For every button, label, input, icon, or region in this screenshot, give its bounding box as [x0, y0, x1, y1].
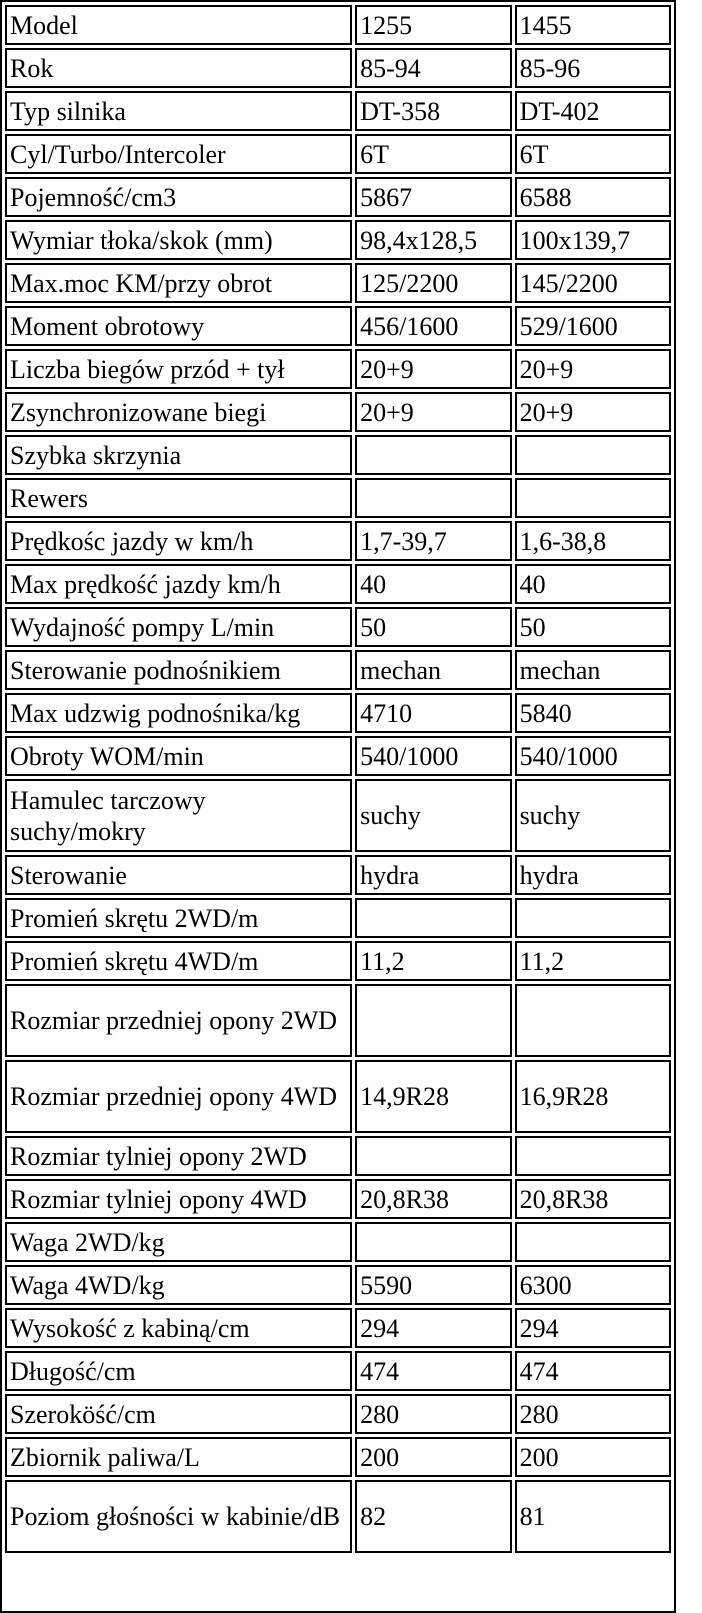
spec-label-cell: Waga 2WD/kg [5, 1222, 352, 1262]
model-2-value-cell: 50 [515, 607, 671, 647]
spec-label-cell: Długość/cm [5, 1351, 352, 1391]
spec-label-cell: Liczba biegów przód + tył [5, 349, 352, 389]
table-row [5, 650, 671, 690]
model-2-value-cell: 6300 [515, 1265, 671, 1305]
model-2-value-cell: 16,9R28 [515, 1060, 671, 1133]
spec-label-cell: Rok [5, 48, 352, 88]
table-row [5, 1265, 671, 1305]
spec-label-cell: Sterowanie podnośnikiem [5, 650, 352, 690]
model-1-value-cell [355, 898, 511, 938]
spec-label-cell: Moment obrotowy [5, 306, 352, 346]
table-row [5, 855, 671, 895]
table-row [5, 521, 671, 561]
table-row [5, 1060, 671, 1133]
table-row [5, 435, 671, 475]
spec-label-cell: Promień skrętu 2WD/m [5, 898, 352, 938]
spec-label-cell: Szeroköść/cm [5, 1394, 352, 1434]
model-1-value-cell: 98,4x128,5 [355, 220, 511, 260]
model-1-value-cell [355, 478, 511, 518]
model-2-value-cell: 200 [515, 1437, 671, 1477]
model-1-value-cell: 280 [355, 1394, 511, 1434]
model-2-value-cell: 1,6-38,8 [515, 521, 671, 561]
table-row [5, 898, 671, 938]
spec-table-body [5, 5, 671, 1553]
model-2-value-cell: 5840 [515, 693, 671, 733]
model-1-value-cell: 200 [355, 1437, 511, 1477]
table-row [5, 984, 671, 1057]
spec-label-cell: Rozmiar tylniej opony 4WD [5, 1179, 352, 1219]
model-1-value-cell: 40 [355, 564, 511, 604]
model-1-value-cell [355, 1136, 511, 1176]
table-row [5, 263, 671, 303]
model-1-value-cell: 540/1000 [355, 736, 511, 776]
model-2-value-cell: 6T [515, 134, 671, 174]
spec-label-cell: Typ silnika [5, 91, 352, 131]
model-2-value-cell: 1455 [515, 5, 671, 45]
model-2-value-cell: 280 [515, 1394, 671, 1434]
spec-label-cell: Cyl/Turbo/Intercoler [5, 134, 352, 174]
spec-label-cell: Max prędkość jazdy km/h [5, 564, 352, 604]
model-2-value-cell: 294 [515, 1308, 671, 1348]
model-2-value-cell: 81 [515, 1480, 671, 1553]
model-2-value-cell: 40 [515, 564, 671, 604]
spec-label-cell: Sterowanie [5, 855, 352, 895]
table-row [5, 177, 671, 217]
table-row [5, 1136, 671, 1176]
spec-label-cell: Zbiornik paliwa/L [5, 1437, 352, 1477]
spec-label-cell: Promień skrętu 4WD/m [5, 941, 352, 981]
spec-label-cell: Zsynchronizowane biegi [5, 392, 352, 432]
spec-label-cell: Wysokość z kabiną/cm [5, 1308, 352, 1348]
model-2-value-cell [515, 435, 671, 475]
table-row [5, 1394, 671, 1434]
model-1-value-cell: 82 [355, 1480, 511, 1553]
model-2-value-cell [515, 1136, 671, 1176]
table-row [5, 1437, 671, 1477]
model-2-value-cell [515, 478, 671, 518]
model-2-value-cell: 540/1000 [515, 736, 671, 776]
model-1-value-cell: 6T [355, 134, 511, 174]
spec-label-cell: Obroty WOM/min [5, 736, 352, 776]
model-1-value-cell: 5590 [355, 1265, 511, 1305]
model-2-value-cell: hydra [515, 855, 671, 895]
spec-label-cell: Model [5, 5, 352, 45]
table-row [5, 1222, 671, 1262]
model-1-value-cell: 294 [355, 1308, 511, 1348]
table-row [5, 134, 671, 174]
model-1-value-cell: 125/2200 [355, 263, 511, 303]
model-1-value-cell: 474 [355, 1351, 511, 1391]
table-row [5, 1308, 671, 1348]
model-1-value-cell [355, 1222, 511, 1262]
model-2-value-cell [515, 1222, 671, 1262]
model-1-value-cell [355, 435, 511, 475]
spec-label-cell: Max udzwig podnośnika/kg [5, 693, 352, 733]
model-1-value-cell: 50 [355, 607, 511, 647]
table-row [5, 220, 671, 260]
model-2-value-cell: 474 [515, 1351, 671, 1391]
model-2-value-cell: mechan [515, 650, 671, 690]
model-1-value-cell: 456/1600 [355, 306, 511, 346]
model-2-value-cell [515, 984, 671, 1057]
model-2-value-cell: 11,2 [515, 941, 671, 981]
model-1-value-cell [355, 984, 511, 1057]
model-2-value-cell: 20+9 [515, 392, 671, 432]
model-2-value-cell: suchy [515, 779, 671, 852]
spec-label-cell: Wymiar tłoka/skok (mm) [5, 220, 352, 260]
spec-label-cell: Hamulec tarczowy suchy/mokry [5, 779, 352, 852]
table-row [5, 5, 671, 45]
model-2-value-cell: 20+9 [515, 349, 671, 389]
table-row [5, 349, 671, 389]
model-2-value-cell: 529/1600 [515, 306, 671, 346]
spec-label-cell: Rozmiar przedniej opony 2WD [5, 984, 352, 1057]
table-row [5, 392, 671, 432]
model-2-value-cell: 145/2200 [515, 263, 671, 303]
table-row [5, 779, 671, 852]
model-1-value-cell: hydra [355, 855, 511, 895]
model-1-value-cell: mechan [355, 650, 511, 690]
table-row [5, 564, 671, 604]
model-1-value-cell: 1255 [355, 5, 511, 45]
spec-label-cell: Rozmiar przedniej opony 4WD [5, 1060, 352, 1133]
model-1-value-cell: DT-358 [355, 91, 511, 131]
table-row [5, 941, 671, 981]
spec-label-cell: Pojemność/cm3 [5, 177, 352, 217]
model-1-value-cell: 20+9 [355, 392, 511, 432]
model-1-value-cell: 5867 [355, 177, 511, 217]
table-row [5, 48, 671, 88]
spec-label-cell: Szybka skrzynia [5, 435, 352, 475]
table-row [5, 478, 671, 518]
spec-label-cell: Wydajność pompy L/min [5, 607, 352, 647]
model-2-value-cell: 20,8R38 [515, 1179, 671, 1219]
table-row [5, 693, 671, 733]
model-1-value-cell: 1,7-39,7 [355, 521, 511, 561]
model-1-value-cell: 85-94 [355, 48, 511, 88]
model-1-value-cell: 14,9R28 [355, 1060, 511, 1133]
model-1-value-cell: suchy [355, 779, 511, 852]
table-row [5, 607, 671, 647]
model-2-value-cell [515, 898, 671, 938]
spec-label-cell: Prędkośc jazdy w km/h [5, 521, 352, 561]
table-row [5, 1179, 671, 1219]
model-2-value-cell: 85-96 [515, 48, 671, 88]
spec-label-cell: Rewers [5, 478, 352, 518]
model-1-value-cell: 11,2 [355, 941, 511, 981]
model-1-value-cell: 4710 [355, 693, 511, 733]
spec-label-cell: Waga 4WD/kg [5, 1265, 352, 1305]
model-2-value-cell: DT-402 [515, 91, 671, 131]
table-row [5, 1480, 671, 1553]
spec-label-cell: Poziom głośności w kabinie/dB [5, 1480, 352, 1553]
table-row [5, 306, 671, 346]
model-1-value-cell: 20,8R38 [355, 1179, 511, 1219]
model-2-value-cell: 100x139,7 [515, 220, 671, 260]
table-row [5, 91, 671, 131]
table-row [5, 736, 671, 776]
spec-label-cell: Rozmiar tylniej opony 2WD [5, 1136, 352, 1176]
tractor-spec-table [2, 2, 674, 1556]
spec-label-cell: Max.moc KM/przy obrot [5, 263, 352, 303]
model-1-value-cell: 20+9 [355, 349, 511, 389]
table-row [5, 1351, 671, 1391]
model-2-value-cell: 6588 [515, 177, 671, 217]
